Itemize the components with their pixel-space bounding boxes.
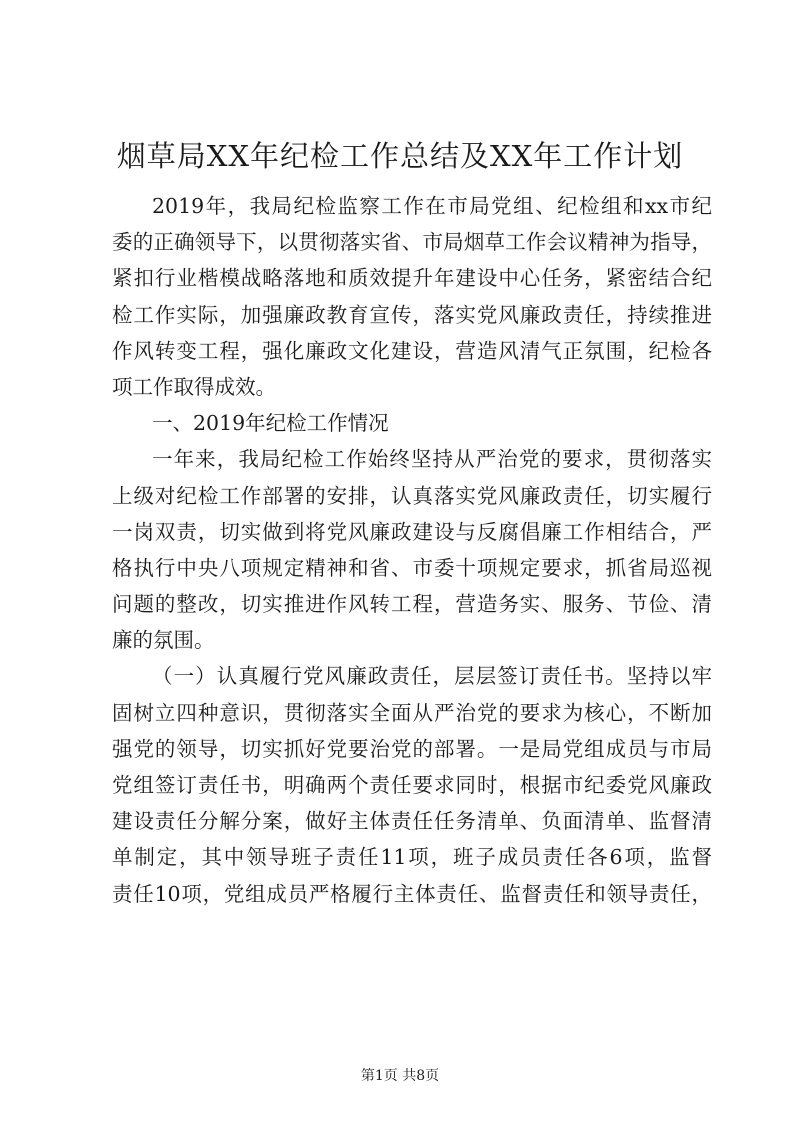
paragraph-line: 2019年，我局纪检监察工作在市局党组、纪检组和xx市纪	[152, 194, 712, 218]
paragraph-line: 建设责任分解分案，做好主体责任任务清单、负面清单、监督清	[112, 809, 712, 834]
paragraph-line: 强党的领导，切实抓好党要治党的部署。一是局党组成员与市局	[112, 736, 712, 761]
paragraph-line: 委的正确领导下，以贯彻落实省、市局烟草工作会议精神为指导，	[112, 230, 712, 255]
paragraph-line: 党组签订责任书，明确两个责任要求同时，根据市纪委党风廉政	[112, 773, 712, 797]
paragraph-line: 项工作取得成效。	[112, 374, 276, 399]
paragraph-line: 单制定，其中领导班子责任11项，班子成员责任各6项，监督	[112, 845, 712, 870]
paragraph-line: 检工作实际，加强廉政教育宣传，落实党风廉政责任，持续推进	[112, 302, 712, 327]
document-body	[112, 188, 712, 912]
paragraph-line: （一）认真履行党风廉政责任，层层签订责任书。坚持以牢	[152, 664, 712, 689]
paragraph-line: 一年来，我局纪检工作始终坚持从严治党的要求，贯彻落实	[152, 447, 712, 472]
paragraph-line: 一岗双责，切实做到将党风廉政建设与反腐倡廉工作相结合，严	[112, 519, 712, 544]
paragraph-line: 紧扣行业楷模战略落地和质效提升年建设中心任务，紧密结合纪	[112, 266, 712, 291]
page-footer: 第1页 共8页	[360, 1068, 440, 1084]
document-title: 烟草局XX年纪检工作总结及XX年工作计划	[116, 139, 684, 173]
paragraph-line: 廉的氛围。	[112, 628, 215, 653]
section-heading: 一、2019年纪检工作情况	[152, 411, 389, 436]
paragraph-line: 作风转变工程，强化廉政文化建设，营造风清气正氛围，纪检各	[112, 338, 712, 363]
paragraph-line: 上级对纪检工作部署的安排，认真落实党风廉政责任，切实履行	[112, 483, 712, 508]
paragraph-line: 固树立四种意识，贯彻落实全面从严治党的要求为核心，不断加	[112, 700, 712, 725]
paragraph-line: 问题的整改，切实推进作风转工程，营造务实、服务、节俭、清	[112, 592, 712, 617]
paragraph-line: 格执行中央八项规定精神和省、市委十项规定要求，抓省局巡视	[112, 555, 712, 580]
paragraph-line: 责任10项，党组成员严格履行主体责任、监督责任和领导责任，	[112, 881, 712, 906]
